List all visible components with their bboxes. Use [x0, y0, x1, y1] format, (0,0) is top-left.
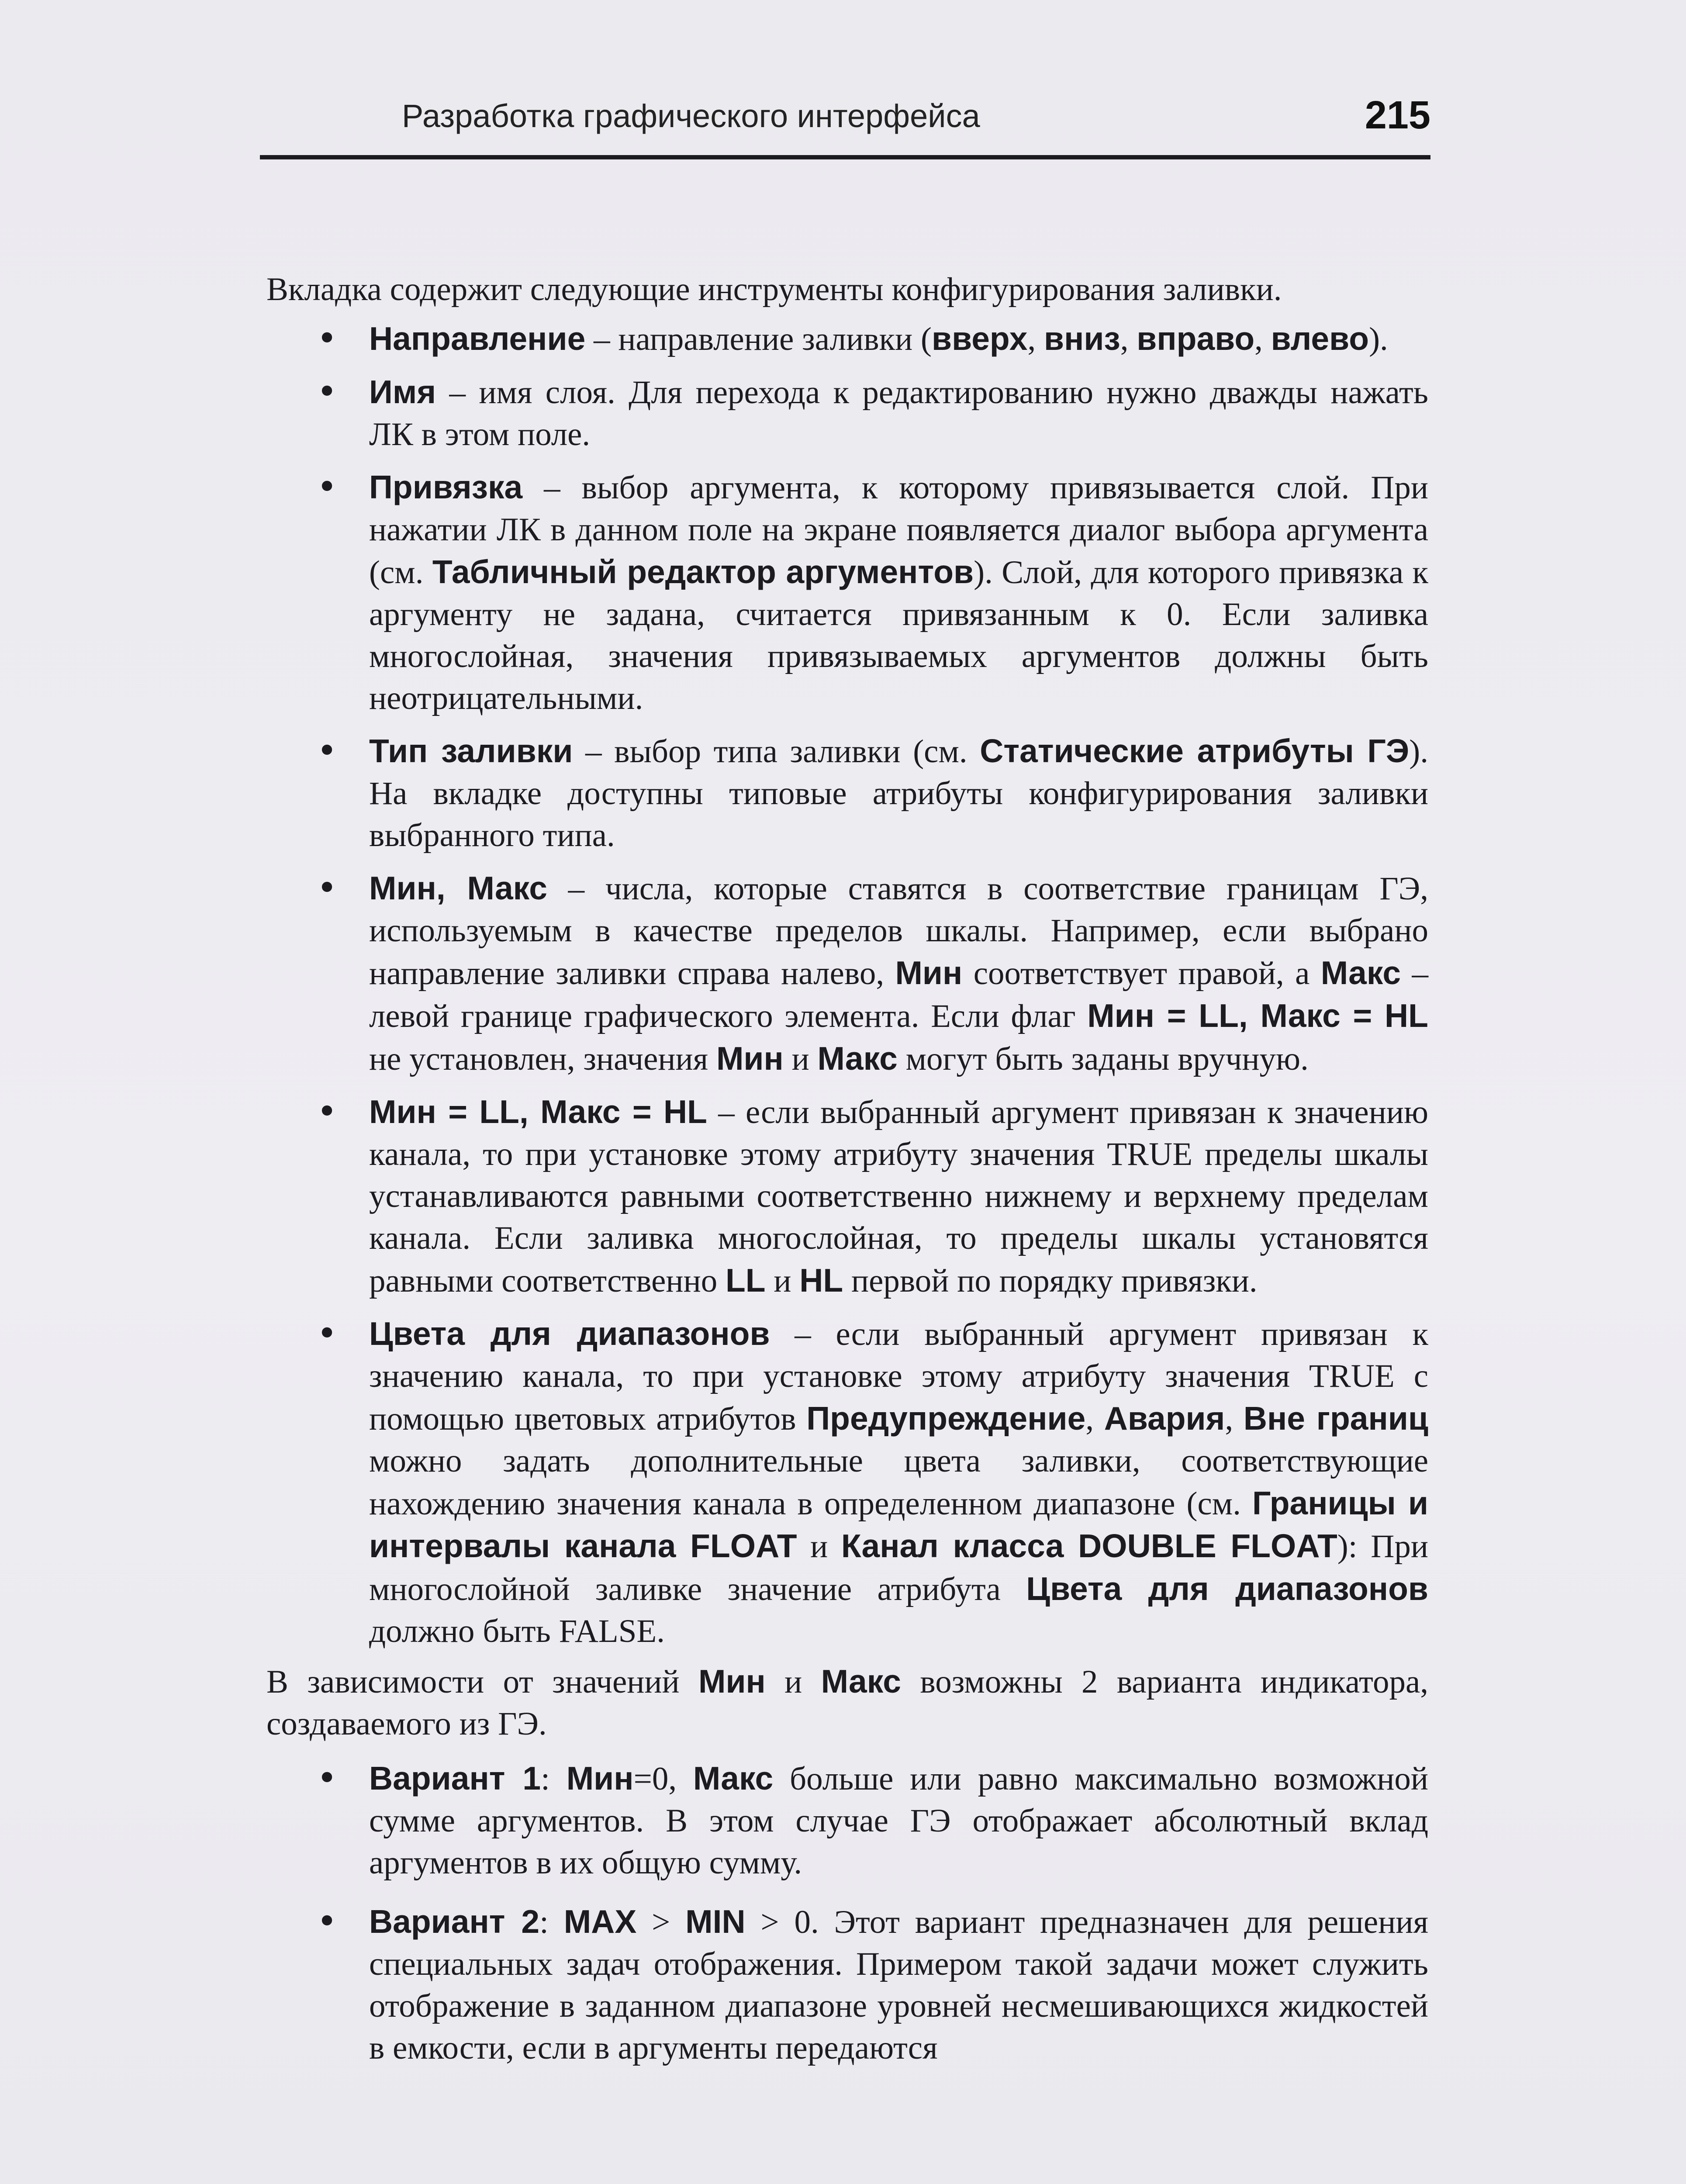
intro-paragraph: Вкладка содержит следующие инструменты конфигурирования заливки.	[266, 271, 1282, 308]
page-number: 215	[1365, 93, 1430, 137]
bold-term: Мин = LL, Макс = HL	[1087, 997, 1428, 1034]
text-run: – имя слоя. Для перехода к редактированию нужно дважды нажать ЛК в этом поле.	[369, 374, 1428, 453]
bold-term: MIN	[685, 1903, 746, 1940]
text-run: и	[797, 1528, 841, 1565]
bold-term: вниз	[1043, 320, 1120, 357]
bold-term: Мин, Макс	[369, 870, 547, 906]
text-run: – если выбранный аргумент привязан к значению канала, то при установке этому атрибуту значения TRUE с помощью цветовых атрибутов	[369, 1316, 1428, 1437]
bold-term: Статические атрибуты ГЭ	[980, 733, 1410, 769]
bold-term: HL	[799, 1262, 843, 1299]
list-item	[266, 1091, 1428, 1302]
running-header	[260, 90, 1430, 159]
text-run: В зависимости от значений	[266, 1664, 698, 1700]
bold-term: Мин	[698, 1663, 766, 1700]
bold-term: LL	[725, 1262, 766, 1299]
text-run: ,	[1027, 321, 1044, 357]
variants-intro-paragraph	[266, 1660, 1428, 1745]
text-run: – числа, которые ставятся в соответствие границам ГЭ, используемым в качестве пределов шкалы. Например, если выбрано направление заливки справа налево,	[369, 871, 1428, 992]
bold-term: MAX	[563, 1903, 637, 1940]
text-run: возможны 2 варианта индикатора, создаваемого из ГЭ.	[266, 1664, 1428, 1742]
text-run: соответствует правой, а	[962, 955, 1321, 992]
text-run: ): При многослойной заливке значение атрибута	[369, 1528, 1428, 1607]
text-run: и	[783, 1041, 818, 1077]
text-run: могут быть заданы вручную.	[897, 1041, 1309, 1077]
bold-term: Макс	[817, 1040, 898, 1077]
bold-term: Табличный редактор аргументов	[432, 553, 974, 590]
text-run: ,	[1085, 1401, 1104, 1437]
text-run: не установлен, значения	[369, 1041, 716, 1077]
text-run: – выбор аргумента, к которому привязывается слой. При нажатии ЛК в данном поле на экране появляется диалог выбора аргумента (см.	[369, 470, 1428, 591]
text-run: – выбор типа заливки (см.	[573, 733, 980, 770]
bold-term: Мин = LL, Макс = HL	[369, 1093, 707, 1130]
bold-term: Цвета для диапазонов	[1026, 1570, 1428, 1607]
text-run: ,	[1225, 1401, 1244, 1437]
bold-term: Мин	[895, 954, 963, 991]
bold-term: Мин	[566, 1760, 634, 1797]
text-run: >	[636, 1904, 686, 1940]
bold-term: Авария	[1104, 1400, 1225, 1437]
text-run: – если выбранный аргумент привязан к значению канала, то при установке этому атрибуту значения TRUE пределы шкалы устанавливаются равными соответственно нижнему и верхнему пределам канала. Если заливка многослойная, то пределы шкалы установятся равными соответственно	[369, 1094, 1428, 1299]
bold-term: вверх	[931, 320, 1028, 357]
bold-term: Макс	[821, 1663, 902, 1700]
bold-term: Макс	[693, 1760, 774, 1797]
bold-term: Вариант 1	[369, 1760, 541, 1797]
text-run: больше или равно максимально возможной сумме аргументов. В этом случае ГЭ отображает абсолютный вклад аргументов в их общую сумму.	[369, 1761, 1428, 1881]
bold-term: вправо	[1137, 320, 1255, 357]
variant-item	[266, 1901, 1428, 2069]
list-item	[266, 371, 1428, 456]
bold-term: Границы и интервалы канала FLOAT	[369, 1485, 1428, 1564]
bold-term: влево	[1271, 320, 1369, 357]
page-body	[266, 269, 1428, 2069]
text-run: ,	[1254, 321, 1271, 357]
bold-term: Привязка	[369, 469, 523, 505]
bold-term: Вне границ	[1243, 1400, 1428, 1437]
text-run: – левой границе графического элемента. Если флаг	[369, 955, 1428, 1034]
text-run: ,	[1120, 321, 1137, 357]
text-run: =0,	[633, 1761, 693, 1797]
bold-term: Предупреждение	[806, 1400, 1086, 1437]
settings-list	[266, 318, 1428, 1652]
variants-list	[266, 1757, 1428, 2069]
text-run: и	[765, 1263, 800, 1299]
text-run: можно задать дополнительные цвета заливки, соответствующие нахождению значения канала в определенном диапазоне (см.	[369, 1443, 1428, 1522]
text-run: и	[765, 1664, 821, 1700]
bold-term: Вариант 2	[369, 1903, 540, 1940]
bold-term: Имя	[369, 373, 436, 410]
text-run: должно быть FALSE.	[369, 1613, 665, 1649]
header-title: Разработка графического интерфейса	[402, 98, 980, 134]
bold-term: Макс	[1320, 954, 1401, 991]
bold-term: Канал класса DOUBLE FLOAT	[841, 1527, 1337, 1564]
list-item	[266, 730, 1428, 857]
bold-term: Направление	[369, 320, 586, 357]
bold-term: Цвета для диапазонов	[369, 1315, 770, 1352]
text-run: ). Слой, для которого привязка к аргументу не задана, считается привязанным к 0. Если заливка многослойная, значения привязываемых аргументов должны быть неотрицательными.	[369, 554, 1428, 716]
list-item	[266, 1313, 1428, 1652]
text-run: :	[539, 1904, 564, 1940]
list-item	[266, 318, 1428, 360]
text-run: > 0. Этот вариант предназначен для решения специальных задач отображения. Примером такой задачи может служить отображение в заданном диапазоне уровней несмешивающихся жидкостей в емкости, если в аргументы передаются	[369, 1904, 1428, 2066]
list-item	[266, 867, 1428, 1080]
bold-term: Тип заливки	[369, 733, 573, 769]
list-item	[266, 466, 1428, 719]
text-run: первой по порядку привязки.	[843, 1263, 1258, 1299]
text-run: ). На вкладке доступны типовые атрибуты конфигурирования заливки выбранного типа.	[369, 733, 1429, 854]
text-run: :	[541, 1761, 567, 1797]
text-run: – направление заливки (	[585, 321, 932, 357]
text-run: ).	[1369, 321, 1388, 357]
variant-item	[266, 1757, 1428, 1884]
bold-term: Мин	[716, 1040, 784, 1077]
